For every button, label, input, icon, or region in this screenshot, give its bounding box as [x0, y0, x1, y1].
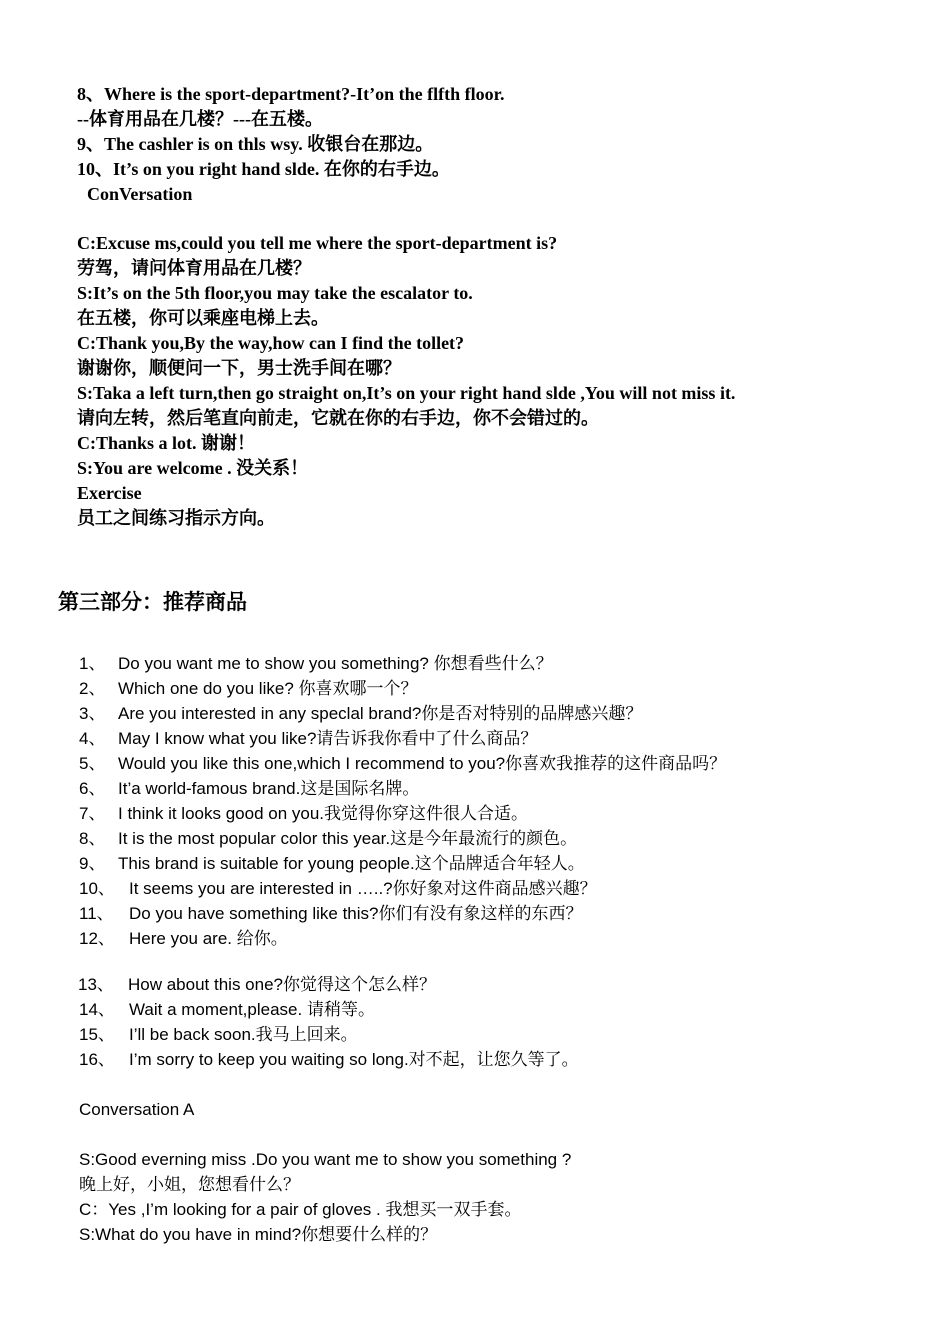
phrase-number: 1、: [79, 654, 106, 673]
phrase-item: [79, 802, 528, 826]
phrase-text: Do you want me to show you something? 你想看些什么？: [118, 654, 553, 673]
phrase-number: 3、: [79, 704, 106, 723]
phrase-number: 8、: [79, 829, 106, 848]
phrase-text: Are you interested in any speclal brand?你是否对特别的品牌感兴趣？: [118, 704, 643, 723]
exercise-title: Exercise: [77, 483, 142, 503]
phrase-item: [79, 777, 419, 801]
phrase-text: It seems you are interested in …..?你好象对这件商品感兴趣？: [129, 879, 597, 898]
phrase-text: How about this one?你觉得这个怎么样？: [128, 975, 436, 994]
phrase-text: It is the most popular color this year.这是今年最流行的颜色。: [118, 829, 578, 848]
conversation-line: C:Thank you,By the way,how can I find the tollet?: [77, 333, 465, 353]
phrase-item: [79, 702, 642, 726]
phrase-text: Here you are. 给你。: [129, 929, 288, 948]
phrase-text: It’a world-famous brand.这是国际名牌。: [118, 779, 420, 798]
phrase-item: [79, 902, 582, 926]
phrase-text: This brand is suitable for young people.这个品牌适合年轻人。: [118, 854, 585, 873]
phrase-item: [79, 827, 577, 851]
phrase-text: Would you like this one,which I recommend to you?你喜欢我推荐的这件商品吗？: [118, 754, 727, 773]
phrase-item: [79, 727, 537, 751]
phrase-number: 12、: [79, 929, 115, 948]
section-heading: 第三部分：推荐商品: [58, 591, 247, 614]
phrase-item: [79, 998, 375, 1022]
phrase-text: Do you have something like this?你们有没有象这样的东西？: [129, 904, 583, 923]
phrase-number: 4、: [79, 729, 106, 748]
phrase-item: [79, 677, 418, 701]
phrase-text: I think it looks good on you.我觉得你穿这件很人合适。: [118, 804, 529, 823]
phrase-text: I’ll be back soon.我马上回来。: [129, 1025, 358, 1044]
phrase-number: 2、: [79, 679, 106, 698]
conversation-line: S:You are welcome . 没关系！: [77, 458, 309, 478]
phrase-item: [79, 752, 726, 776]
phrase-number: 14、: [79, 1000, 115, 1019]
phrase-item: [79, 877, 597, 901]
phrase-number: 7、: [79, 804, 106, 823]
conversation-a-line: 晚上好，小姐，您想看什么？: [79, 1175, 300, 1194]
conversation-a-line: C：Yes ,I’m looking for a pair of gloves . 我想买一双手套。: [79, 1200, 522, 1219]
conversation-a-line: S:What do you have in mind?你想要什么样的？: [79, 1225, 438, 1244]
conversation-title: ConVersation: [87, 184, 193, 204]
conversation-line: 谢谢你，顺便问一下，男士洗手间在哪？: [77, 358, 401, 378]
conversation-line: C:Thanks a lot. 谢谢！: [77, 433, 256, 453]
conversation-line: 劳驾，请问体育用品在几楼？: [77, 258, 311, 278]
phrase-number: 10、: [79, 879, 115, 898]
conversation-line: S:It’s on the 5th floor,you may take the escalator to.: [77, 283, 473, 303]
top-item-8: 8、Where is the sport-department?-It’on the flfth floor.: [77, 84, 505, 104]
top-item-9: 9、The cashler is on thls wsy. 收银台在那边。: [77, 134, 434, 154]
phrase-item: [79, 1048, 579, 1072]
phrase-number: 15、: [79, 1025, 115, 1044]
phrase-item: [79, 1023, 358, 1047]
phrase-number: 13、: [78, 975, 114, 994]
conversation-line: 在五楼，你可以乘座电梯上去。: [77, 308, 329, 328]
phrase-number: 11、: [79, 904, 114, 923]
conversation-line: 请向左转，然后笔直向前走，它就在你的右手边，你不会错过的。: [77, 408, 599, 428]
phrase-number: 9、: [79, 854, 106, 873]
phrase-number: 6、: [79, 779, 106, 798]
top-item-8-translation: --体育用品在几楼？---在五楼。: [77, 109, 323, 129]
phrase-item: [78, 973, 436, 997]
phrase-text: May I know what you like?请告诉我你看中了什么商品？: [118, 729, 538, 748]
phrase-text: Wait a moment,please. 请稍等。: [129, 1000, 375, 1019]
phrase-item: [79, 927, 288, 951]
conversation-line: C:Excuse ms,could you tell me where the sport-department is?: [77, 233, 558, 253]
phrase-item: [79, 652, 553, 676]
conversation-a-title: Conversation A: [79, 1100, 195, 1119]
phrase-number: 16、: [79, 1050, 115, 1069]
exercise-text: 员工之间练习指示方向。: [77, 508, 275, 528]
phrase-text: I’m sorry to keep you waiting so long.对不起，让您久等了。: [129, 1050, 579, 1069]
top-item-10: 10、It’s on you right hand slde. 在你的右手边。: [77, 159, 450, 179]
conversation-a-line: S:Good everning miss .Do you want me to show you something ?: [79, 1150, 572, 1169]
phrase-text: Which one do you like? 你喜欢哪一个？: [118, 679, 418, 698]
conversation-line: S:Taka a left turn,then go straight on,It’s on your right hand slde ,You will not miss it.: [77, 383, 736, 403]
phrase-number: 5、: [79, 754, 106, 773]
phrase-item: [79, 852, 585, 876]
